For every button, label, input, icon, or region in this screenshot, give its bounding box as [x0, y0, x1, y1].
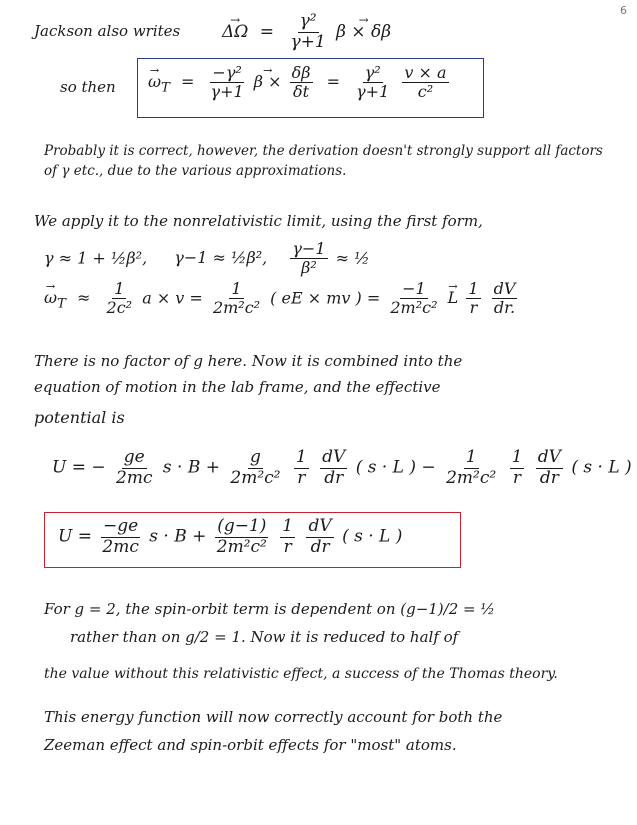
paragraph-3-line-3: potential is: [34, 408, 125, 427]
delta-omega-equation: [222, 12, 391, 52]
fraction-4: [320, 448, 347, 488]
fraction-numerator: g: [249, 447, 261, 467]
fraction-denominator: 2mc: [102, 536, 139, 557]
fraction-2: [215, 517, 269, 557]
fraction-denominator: dr.: [493, 298, 516, 318]
fraction-numerator: dV: [322, 447, 346, 467]
fraction-numerator: ge: [123, 447, 145, 467]
fraction-numerator: γ²: [299, 11, 317, 31]
fraction-denominator: γ+1: [210, 82, 244, 102]
fraction-1: [100, 517, 140, 557]
fraction-numerator: 1: [468, 279, 479, 298]
equals-sign: =: [259, 21, 275, 42]
beta-cross: → β ×: [254, 72, 282, 91]
fraction-numerator: dV: [537, 447, 561, 467]
gamma-approx-a: γ ≈ 1 + ½β²: [44, 248, 143, 268]
paragraph-3-line-2: equation of motion in the lab frame, and the effective: [34, 378, 441, 396]
fraction-denominator: dr: [539, 467, 559, 488]
potential-lhs: U = −: [52, 457, 106, 478]
fraction-denominator: 2m²c²: [446, 467, 497, 488]
fraction-1: [114, 448, 154, 488]
omega-subscript: T: [57, 296, 66, 312]
gamma-fraction: [288, 12, 327, 52]
omega-t-nonrelativistic-equation: [44, 280, 520, 318]
so-then-text: so then: [60, 78, 116, 96]
fraction-numerator: 1: [231, 279, 242, 298]
omega-subscript: T: [161, 80, 170, 96]
equals-sign: =: [326, 72, 341, 92]
omega-symbol: → ω: [44, 288, 57, 307]
fraction-1: [209, 64, 246, 102]
fraction-7: [536, 448, 563, 488]
fraction-5: [492, 280, 518, 318]
fraction-denominator: γ+1: [356, 82, 390, 102]
page-number: 6: [620, 4, 627, 17]
eE-cross-mv: ( eE × mv ) =: [270, 288, 381, 308]
s-dot-B: s · B +: [162, 457, 220, 478]
s-dot-L: ( s · L ) −: [355, 457, 436, 478]
fraction-2: [290, 64, 313, 102]
fraction-numerator: 1: [282, 516, 294, 536]
s-dot-B: s · B +: [149, 526, 207, 547]
s-dot-L: ( s · L ): [571, 457, 632, 478]
separator: ,: [142, 248, 148, 268]
gamma-ratio-fraction: [290, 240, 327, 278]
fraction-denominator: r: [283, 536, 292, 557]
fraction-numerator: γ²: [364, 63, 381, 82]
fraction-numerator: 1: [114, 279, 125, 298]
paragraph-1-line-1: Probably it is correct, however, the derivation doesn't strongly support all factors: [44, 143, 603, 159]
separator: ,: [262, 248, 268, 268]
fraction-denominator: 2m²c²: [390, 298, 438, 318]
fraction-denominator: dr: [310, 536, 330, 557]
fraction-denominator: γ+1: [290, 31, 326, 52]
fraction-4: [466, 280, 480, 318]
fraction-denominator: 2m²c²: [230, 467, 281, 488]
fraction-numerator: (g−1): [217, 516, 267, 536]
fraction-denominator: β²: [301, 258, 317, 278]
fraction-denominator: 2c²: [106, 298, 133, 318]
intro-text: Jackson also writes: [34, 22, 181, 40]
omega-symbol: → ω: [148, 72, 161, 91]
angular-momentum-L: → L: [448, 288, 459, 307]
potential-lhs: U =: [58, 526, 92, 547]
fraction-2: [211, 280, 262, 318]
fraction-numerator: −γ²: [212, 63, 242, 82]
gamma-approximation-line: [44, 240, 370, 278]
fraction-1: [105, 280, 135, 318]
fraction-numerator: 1: [295, 447, 307, 467]
delta-omega-symbol: → ΔΩ: [222, 22, 248, 42]
paragraph-4-line-1: For g = 2, the spin-orbit term is dependent on (g−1)/2 = ½: [44, 600, 495, 618]
fraction-numerator: −ge: [103, 516, 139, 536]
fraction-denominator: r: [469, 298, 478, 318]
fraction-6: [510, 448, 525, 488]
fraction-denominator: r: [512, 467, 522, 488]
fraction-denominator: r: [297, 467, 306, 488]
fraction-denominator: δt: [293, 82, 310, 102]
fraction-numerator: 1: [511, 447, 523, 467]
fraction-denominator: 2mc: [116, 467, 153, 488]
gamma-approx-b: γ−1 ≈ ½β²: [174, 248, 263, 268]
fraction-3: [294, 448, 309, 488]
fraction-denominator: c²: [417, 82, 434, 102]
fraction-denominator: 2m²c²: [212, 298, 261, 318]
paragraph-2: We apply it to the nonrelativistic limit, using the first form,: [34, 212, 483, 230]
fraction-numerator: −1: [402, 279, 426, 298]
s-dot-L: ( s · L ): [342, 526, 403, 547]
paragraph-1-line-2: of γ etc., due to the various approximations.: [44, 163, 347, 179]
fraction-denominator: 2m²c²: [216, 536, 267, 557]
approx-sign: ≈: [77, 288, 91, 308]
fraction-numerator: dV: [308, 516, 332, 536]
effective-potential-equation: [52, 448, 632, 488]
fraction-3: [388, 280, 439, 318]
gamma-ratio-value: ≈ ½: [335, 248, 370, 268]
a-cross-v: a × v =: [142, 288, 203, 308]
omega-t-equation: [148, 64, 452, 102]
fraction-numerator: dV: [493, 279, 516, 298]
equals-sign: =: [181, 72, 195, 92]
fraction-3: [280, 517, 295, 557]
paragraph-4-line-3: the value without this relativistic effect, a success of the Thomas theory.: [44, 666, 558, 682]
paragraph-3-line-1: There is no factor of g here. Now it is combined into the: [34, 352, 463, 370]
beta-cross-dbeta: → β × δβ: [336, 22, 391, 42]
fraction-2: [228, 448, 282, 488]
fraction-3: [354, 64, 391, 102]
paragraph-4-line-4: This energy function will now correctly account for both the: [44, 708, 503, 726]
fraction-numerator: γ−1: [292, 239, 326, 258]
fraction-numerator: v × a: [404, 63, 447, 82]
fraction-5: [444, 448, 498, 488]
fraction-numerator: δβ: [291, 63, 311, 82]
fraction-4: [306, 517, 333, 557]
fraction-numerator: 1: [465, 447, 477, 467]
fraction-4: [402, 64, 448, 102]
paragraph-4-line-5: Zeeman effect and spin-orbit effects for "most" atoms.: [44, 736, 457, 754]
final-potential-equation: [58, 517, 402, 557]
paragraph-4-line-2: rather than on g/2 = 1. Now it is reduced to half of: [70, 628, 459, 646]
fraction-denominator: dr: [324, 467, 344, 488]
